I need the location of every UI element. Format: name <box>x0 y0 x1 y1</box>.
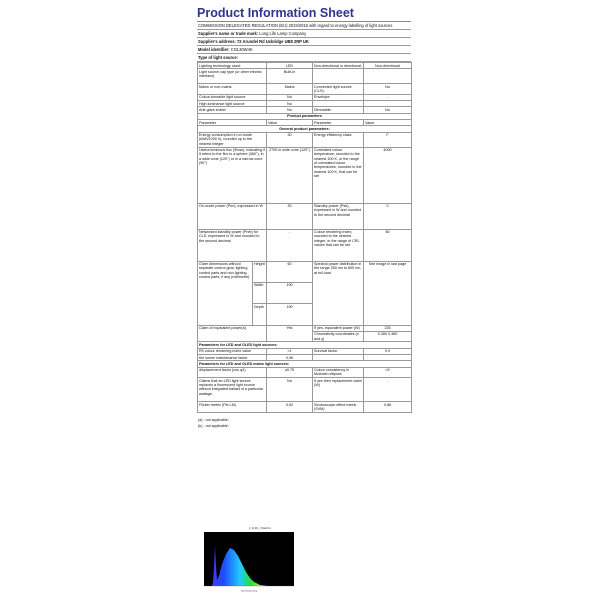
networked-standby-label: Networked standby power (Pnet) for CLS, expressed in W and rounded to the second decimal <box>198 229 267 261</box>
cri-value: 80 <box>364 229 412 261</box>
tuneable-value: No <box>267 94 313 100</box>
depth-label: Depth <box>253 304 267 325</box>
table-row <box>198 378 412 402</box>
cls-label: Connected light source (CLS): <box>313 84 364 95</box>
fluorescent-claim-label: Claims that an LED light source replaces a fluorescent light source without integrated ballast of a particular wattage. <box>198 378 267 402</box>
model-label: Model identifier: <box>198 47 230 52</box>
cls-value: No <box>364 84 412 95</box>
energy-class-value: F <box>364 132 412 147</box>
table-row <box>198 203 412 229</box>
regulation-text: COMMISSION DELEGATED REGULATION (EU) 2019/2015 with regard to energy labelling of light sources <box>197 22 411 30</box>
depth-value: 190 <box>267 304 313 325</box>
maintenance-label: the lumen maintenance factor <box>198 355 267 361</box>
footnotes <box>197 417 411 429</box>
strobe-label: Stroboscopic effect metric (SVM) <box>313 402 364 413</box>
macadam-value: <5 <box>364 367 412 378</box>
table-row <box>198 402 412 413</box>
empty-cell <box>364 69 412 84</box>
supplier-name-row <box>197 30 411 38</box>
fluorescent-claim-value: No <box>267 378 313 402</box>
standby-power-label: Standby power (Psb), expressed in W and rounded to the second decimal <box>313 203 364 229</box>
replacement-label: If yes then replacement claim (W) <box>313 378 364 402</box>
envelope-value: - <box>364 94 412 100</box>
cct-label: Correlated colour temperature, rounded to the nearest 100 K, or the range of correlated colour temperatures, rounded to the nearest 100 K, that can be set <box>313 147 364 203</box>
supplier-address-label: Supplier's address: <box>198 39 236 44</box>
energy-label: Energy consumption in on-mode (kWh/1000 h), rounded up to the nearest integer <box>198 132 267 147</box>
directional-value: Non-directional <box>364 63 412 69</box>
mains-label: Mains or non-mains: <box>198 84 267 95</box>
energy-value: 30 <box>267 132 313 147</box>
strobe-value: 0,86 <box>364 402 412 413</box>
height-value: 60 <box>267 261 313 282</box>
table-row <box>198 261 412 282</box>
section-led-mains: Parameters for LED and OLED mains light sources: <box>198 361 412 367</box>
standby-power-value: 0 <box>364 203 412 229</box>
flicker-label: Flicker metric (Pst LM) <box>198 402 267 413</box>
model-row <box>197 46 411 54</box>
width-value: 190 <box>267 282 313 303</box>
equivalent-claim-label: Claim of equivalent power(a) <box>198 325 267 342</box>
on-mode-power-value: 30 <box>267 203 313 229</box>
r9-label: R9 colour rendering index value <box>198 348 267 354</box>
product-information-sheet <box>197 0 411 429</box>
spectrum-x-label: Wavelength [nm] <box>240 590 258 593</box>
r9-value: >1 <box>267 348 313 354</box>
dimensions-label: Outer dimensions without separate control gear, lighting control parts and non-lighting control parts, if any (millimetre) <box>198 261 253 325</box>
cri-label: Colour rendering index, rounded to the nearest integer, or the range of CRI-values that can be set <box>313 229 364 261</box>
section-general: General product parameters: <box>198 126 412 132</box>
tech-value: LED <box>267 63 313 69</box>
maintenance-value: 0,96 <box>267 355 313 361</box>
tuneable-label: Colour-tuneable light source: <box>198 94 267 100</box>
high-luminance-label: High luminance light source: <box>198 101 267 107</box>
flux-value: 2700 in wide cone (120°) <box>267 147 313 203</box>
energy-class-label: Energy efficiency class <box>313 132 364 147</box>
displacement-value: ≥0.75 <box>267 367 313 378</box>
high-luminance-value: No <box>267 101 313 107</box>
spd-label: Spectral power distribution in the range 250 nm to 800 nm, at full-load <box>313 261 364 325</box>
flux-label: Useful luminous flux (Φuse), indicating if it refers to the flux in a sphere (360°), in a wide cone (120°) or in a narrow cone (90°) <box>198 147 267 203</box>
macadam-label: Colour consistency in McAdam ellipses <box>313 367 364 378</box>
mains-value: Mains <box>267 84 313 95</box>
col-value: Value <box>364 120 412 126</box>
spectrum-chart <box>198 524 298 594</box>
survival-label: Survival factor <box>313 348 364 354</box>
cap-label: Light source cap type (or other electric interface) <box>198 69 267 84</box>
section-led: Parameters for LED and OLED light sources: <box>198 342 412 348</box>
type-label: Type of light source: <box>197 54 411 62</box>
chromaticity-value: 0,380 0,380 <box>364 331 412 342</box>
spec-table <box>197 62 412 413</box>
table-row <box>198 84 412 95</box>
replacement-value: - <box>364 378 412 402</box>
on-mode-power-label: On-mode power (Pon), expressed in W <box>198 203 267 229</box>
flicker-value: 0,92 <box>267 402 313 413</box>
footnote-a: (a) - not applicable; <box>198 417 229 422</box>
dimmable-label: Dimmable: <box>313 107 364 113</box>
page-title: Product Information Sheet <box>197 6 354 20</box>
displacement-label: displacement factor (cos φ1) <box>198 367 267 378</box>
dimmable-value: No <box>364 107 412 113</box>
cap-value: Built-in <box>267 69 313 84</box>
table-row <box>198 367 412 378</box>
col-parameter: Parameter <box>198 120 267 126</box>
table-row <box>198 132 412 147</box>
table-row <box>198 69 412 84</box>
empty-cell <box>313 69 364 84</box>
table-row <box>198 229 412 261</box>
survival-value: 0,9 <box>364 348 412 354</box>
equivalent-power-label: If yes, equivalent power (W) <box>313 325 364 331</box>
equivalent-power-value: 225 <box>364 325 412 331</box>
networked-standby-value: - <box>267 229 313 261</box>
anti-glare-label: Anti-glare shield: <box>198 107 267 113</box>
width-label: Width <box>253 282 267 303</box>
spd-value: See image in last page <box>364 261 412 325</box>
directional-label: Non-directional or directional: <box>314 63 362 68</box>
chromaticity-label: Chromaticity coordinates (x and y) <box>313 331 364 342</box>
anti-glare-value: No <box>267 107 313 113</box>
col-parameter: Parameter <box>313 120 364 126</box>
equivalent-claim-value: Yes <box>267 325 313 342</box>
col-value: Value <box>267 120 313 126</box>
supplier-name-label: Supplier's name or trade mark: <box>198 31 259 36</box>
footnote-b: (b) - not applicable; <box>198 423 229 428</box>
section-product-parameters: Product parameters <box>198 113 412 119</box>
cct-value: 4000 <box>364 147 412 203</box>
table-row <box>198 147 412 203</box>
spectrum-title: 2_4mW_1 Watt/nm <box>248 527 272 530</box>
tech-label: Lighting technology used: <box>198 63 267 69</box>
supplier-name: Long Life Lamp Company <box>259 31 307 36</box>
height-label: Height <box>253 261 267 282</box>
model-identifier: COL30W4K <box>230 47 253 52</box>
supplier-address-row <box>197 38 411 46</box>
supplier-address: 72 Arundel Rd Uxbridge UB8 2RP UK <box>236 39 309 44</box>
envelope-label: Envelope: <box>313 94 364 100</box>
